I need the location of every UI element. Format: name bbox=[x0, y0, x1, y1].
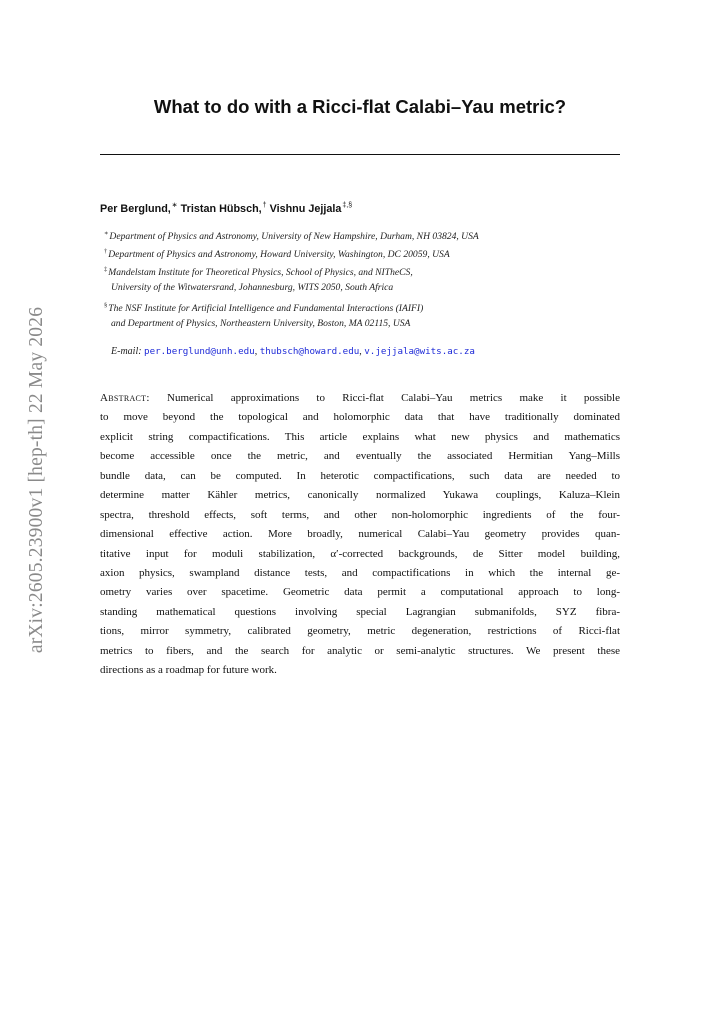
affiliation bbox=[104, 300, 624, 315]
abstract-line: dimensional effective action. More broadly, numerical Calabi–Yau geometry provides quan- bbox=[100, 528, 620, 541]
abstract-text: Numerical approximations to Ricci-flat Calabi–Yau metrics make it possible bbox=[167, 392, 620, 404]
abstract-line: explicit string compactifications. This article explains what new physics and mathematics bbox=[100, 430, 620, 443]
abstract bbox=[100, 389, 620, 681]
abstract-line bbox=[100, 389, 620, 408]
affiliation bbox=[104, 246, 624, 261]
abstract-heading: Abstract: bbox=[100, 392, 150, 404]
author-name: Tristan Hübsch, bbox=[180, 203, 262, 215]
affiliation-text: Mandelstam Institute for Theoretical Physics, School of Physics, and NITheCS, bbox=[108, 267, 413, 278]
abstract-line: directions as a roadmap for future work. bbox=[100, 664, 277, 677]
email-link[interactable]: per.berglund@unh.edu bbox=[144, 346, 255, 357]
affiliation-mark: † bbox=[104, 248, 108, 255]
affiliation-text: Department of Physics and Astronomy, University of New Hampshire, Durham, NH 03824, USA bbox=[109, 231, 479, 242]
affiliation-continuation: and Department of Physics, Northeastern University, Boston, MA 02115, USA bbox=[111, 318, 411, 329]
email-link[interactable]: thubsch@howard.edu bbox=[259, 346, 360, 357]
author-list bbox=[100, 201, 620, 215]
title-rule bbox=[100, 154, 620, 155]
email-separator: , bbox=[254, 346, 258, 357]
author-name: Vishnu Jejjala bbox=[269, 203, 342, 215]
affiliation bbox=[104, 264, 624, 279]
author-mark: ‡,§ bbox=[342, 202, 353, 209]
abstract-line: ometry varies over spacetime. Geometric data permit a computational approach to long- bbox=[100, 586, 620, 599]
author-mark: ∗ bbox=[171, 202, 178, 209]
email-label: E-mail: bbox=[111, 346, 142, 357]
abstract-line: axion physics, swampland distance tests, and compactifications in which the internal ge- bbox=[100, 566, 620, 579]
email-separator: , bbox=[359, 346, 362, 357]
affiliation-mark: ∗ bbox=[104, 230, 109, 237]
arxiv-sidebar-stamp bbox=[22, 290, 52, 670]
abstract-line: bundle data, can be computed. In heterotic compactifications, such data are needed to bbox=[100, 469, 620, 482]
affiliation bbox=[104, 228, 624, 243]
email-line bbox=[111, 346, 631, 358]
affiliation-mark: § bbox=[104, 302, 108, 309]
paper-title: What to do with a Ricci-flat Calabi–Yau metric? bbox=[153, 96, 567, 117]
email-link[interactable]: v.jejjala@wits.ac.za bbox=[364, 346, 475, 357]
abstract-line: to move beyond the topological and holomorphic data that have traditionally dominated bbox=[100, 411, 620, 424]
affiliation-mark: ‡ bbox=[104, 266, 108, 273]
abstract-line: metrics to fibers, and the search for analytic or semi-analytic structures. We present these bbox=[100, 644, 620, 657]
abstract-line: titative input for moduli stabilization, α′-corrected backgrounds, de Sitter model building, bbox=[100, 547, 620, 560]
author-mark: † bbox=[262, 202, 267, 209]
abstract-line: determine matter Kähler metrics, canonically normalized Yukawa couplings, Kaluza–Klein bbox=[100, 489, 620, 502]
abstract-line: tions, mirror symmetry, calibrated geometry, metric degeneration, restrictions of Ricci-flat bbox=[100, 625, 620, 638]
arxiv-stamp-text: arXiv:2605.23900v1 [hep-th] 22 May 2026 bbox=[26, 306, 47, 654]
affiliation-continuation: University of the Witwatersrand, Johannesburg, WITS 2050, South Africa bbox=[111, 282, 394, 293]
abstract-line: become accessible once the metric, and eventually the associated Hermitian Yang–Mills bbox=[100, 450, 620, 463]
affiliation-text: Department of Physics and Astronomy, Howard University, Washington, DC 20059, USA bbox=[108, 249, 450, 260]
abstract-line: standing mathematical questions involving special Lagrangian submanifolds, SYZ fibra- bbox=[100, 605, 620, 618]
affiliation-text: The NSF Institute for Artificial Intelligence and Fundamental Interactions (IAIFI) bbox=[108, 303, 424, 314]
author-name: Per Berglund, bbox=[100, 203, 171, 215]
abstract-line: spectra, threshold effects, soft terms, and other non-holomorphic ingredients of the four- bbox=[100, 508, 620, 521]
